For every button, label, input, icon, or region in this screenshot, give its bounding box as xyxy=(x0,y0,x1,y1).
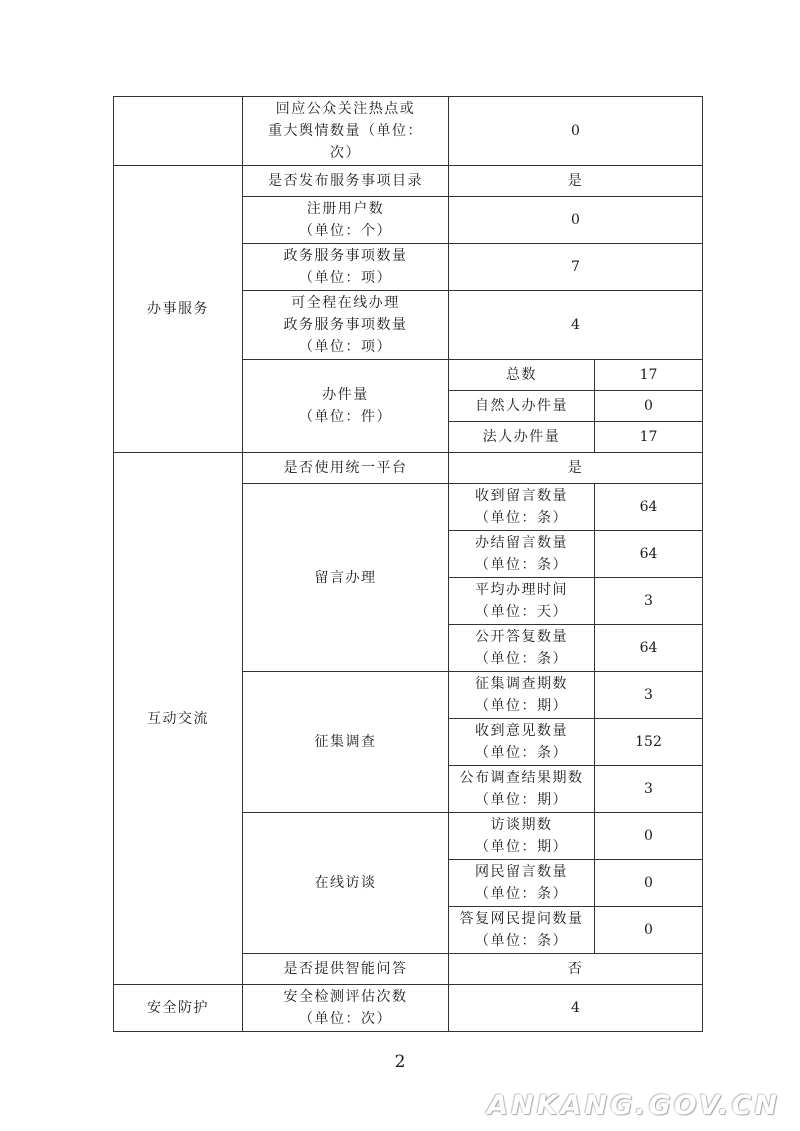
messages-public-replies-label: 公开答复数量 （单位：条） xyxy=(449,625,595,672)
registered-users-label: 注册用户数 （单位：个） xyxy=(243,197,449,244)
cases-legal-value: 17 xyxy=(595,422,703,453)
service-items-value: 7 xyxy=(449,244,703,291)
smart-qa-label: 是否提供智能问答 xyxy=(243,954,449,985)
hot-topics-label: 回应公众关注热点或 重大舆情数量（单位： 次） xyxy=(243,97,449,166)
online-items-value: 4 xyxy=(449,291,703,360)
unified-platform-label: 是否使用统一平台 xyxy=(243,453,449,484)
watermark-logo: ANKANG.GOV.CN xyxy=(487,1090,780,1121)
interview-answered-label: 答复网民提问数量 （单位：条） xyxy=(449,907,595,954)
survey-opinions-label: 收到意见数量 （单位：条） xyxy=(449,719,595,766)
unified-platform-value: 是 xyxy=(449,453,703,484)
cases-natural-value: 0 xyxy=(595,391,703,422)
table-row xyxy=(114,166,703,197)
messages-received-label: 收到留言数量 （单位：条） xyxy=(449,484,595,531)
page-number: 2 xyxy=(394,1052,406,1072)
interview-periods-label: 访谈期数 （单位：期） xyxy=(449,813,595,860)
table-row xyxy=(114,985,703,1032)
registered-users-value: 0 xyxy=(449,197,703,244)
messages-public-replies-value: 64 xyxy=(595,625,703,672)
assessments-label: 安全检测评估次数 （单位：次） xyxy=(243,985,449,1032)
table-row xyxy=(114,97,703,166)
category-interaction: 互动交流 xyxy=(114,453,243,985)
cases-natural-label: 自然人办件量 xyxy=(449,391,595,422)
service-items-label: 政务服务事项数量 （单位：项） xyxy=(243,244,449,291)
messages-received-value: 64 xyxy=(595,484,703,531)
survey-periods-label: 征集调查期数 （单位：期） xyxy=(449,672,595,719)
catalog-published-value: 是 xyxy=(449,166,703,197)
interview-netizen-value: 0 xyxy=(595,860,703,907)
table-row xyxy=(114,453,703,484)
category-security: 安全防护 xyxy=(114,985,243,1032)
interview-periods-value: 0 xyxy=(595,813,703,860)
assessments-value: 4 xyxy=(449,985,703,1032)
messages-concluded-value: 64 xyxy=(595,531,703,578)
survey-label: 征集调查 xyxy=(243,672,449,813)
interview-answered-value: 0 xyxy=(595,907,703,954)
messages-avg-time-value: 3 xyxy=(595,578,703,625)
survey-results-label: 公布调查结果期数 （单位：期） xyxy=(449,766,595,813)
cases-total-label: 总数 xyxy=(449,360,595,391)
cases-total-value: 17 xyxy=(595,360,703,391)
online-items-label: 可全程在线办理 政务服务事项数量 （单位：项） xyxy=(243,291,449,360)
smart-qa-value: 否 xyxy=(449,954,703,985)
cases-legal-label: 法人办件量 xyxy=(449,422,595,453)
messages-label: 留言办理 xyxy=(243,484,449,672)
catalog-published-label: 是否发布服务事项目录 xyxy=(243,166,449,197)
statistics-table xyxy=(113,96,703,1032)
messages-concluded-label: 办结留言数量 （单位：条） xyxy=(449,531,595,578)
survey-results-value: 3 xyxy=(595,766,703,813)
survey-opinions-value: 152 xyxy=(595,719,703,766)
survey-periods-value: 3 xyxy=(595,672,703,719)
interview-netizen-label: 网民留言数量 （单位：条） xyxy=(449,860,595,907)
interview-label: 在线访谈 xyxy=(243,813,449,954)
category-service: 办事服务 xyxy=(114,166,243,453)
category-cell-empty xyxy=(114,97,243,166)
hot-topics-value: 0 xyxy=(449,97,703,166)
messages-avg-time-label: 平均办理时间 （单位：天） xyxy=(449,578,595,625)
cases-label: 办件量 （单位：件） xyxy=(243,360,449,453)
